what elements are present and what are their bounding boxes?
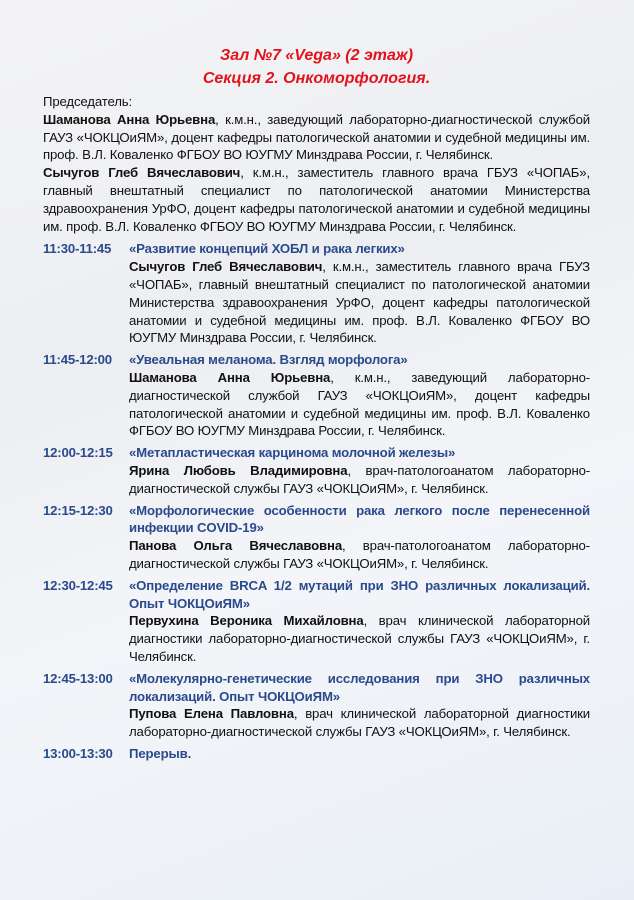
- session-item: [43, 351, 590, 440]
- chair-person: [43, 164, 590, 235]
- speaker-desc: , к.м.н., заведующий лабораторно-диагностической службой ГАУЗ «ЧОКЦОиЯМ», доцент кафедры патологической анатомии и судебной медицины им. проф. В.Л. Коваленко ФГБОУ ВО ЮУГМУ Минздрава России, г. Челябинск.: [129, 369, 590, 439]
- speaker-desc: , к.м.н., заместитель главного врача ГБУЗ «ЧОПАБ», главный внештатный специалист по патологической анатомии Министерства здравоохранения УрФО, доцент кафедры патологической анатомии и судебной медицины им. проф. В.Л. Коваленко ФГБОУ ВО ЮУГМУ Минздрава России, г. Челябинск.: [129, 259, 590, 346]
- session-time: 12:15-12:30: [43, 502, 113, 518]
- speaker-name: Шаманова Анна Юрьевна: [129, 369, 331, 385]
- speaker-desc: , врач клинической лабораторной диагностики лабораторно-диагностической службы ГАУЗ «ЧОКЦОиЯМ», г. Челябинск.: [129, 706, 590, 740]
- hall-title: Зал №7 «Vega» (2 этаж): [219, 47, 414, 64]
- session-item: [43, 670, 590, 741]
- session-item: [43, 240, 590, 347]
- session-topic: «Метапластическая карцинома молочной железы»: [129, 445, 456, 461]
- chair-label: Председатель:: [43, 94, 132, 109]
- break-label: Перерыв.: [129, 745, 192, 761]
- session-topic: «Определение BRCA 1/2 мутаций при ЗНО различных локализаций. Опыт ЧОКЦОиЯМ»: [129, 577, 590, 611]
- chair-name: Шаманова Анна Юрьевна: [43, 111, 216, 127]
- section-title: Секция 2. Онкоморфология.: [202, 70, 431, 87]
- chair-desc: , к.м.н., заведующий лабораторно-диагностической службой ГАУЗ «ЧОКЦОиЯМ», доцент кафедры патологической анатомии и судебной медицины им. проф. В.Л. Коваленко ФГБОУ ВО ЮУГМУ Минздрава России, г. Челябинск.: [43, 111, 590, 163]
- speaker: [129, 612, 590, 665]
- session-time: 13:00-13:30: [43, 745, 113, 761]
- chair-name: Сычугов Глеб Вячеславович: [43, 165, 241, 181]
- session-topic: «Увеальная меланома. Взгляд морфолога»: [129, 352, 408, 368]
- session-item: [43, 502, 590, 573]
- speaker-name: Ярина Любовь Владимировна: [129, 462, 348, 478]
- speaker-name: Панова Ольга Вячеславовна: [129, 538, 343, 554]
- session-time: 12:45-13:00: [43, 670, 113, 686]
- speaker-name: Пупова Елена Павловна: [129, 706, 294, 722]
- session-topic: «Развитие концепций ХОБЛ и рака легких»: [129, 241, 405, 257]
- speaker: [129, 258, 590, 347]
- program-page: [43, 44, 590, 763]
- session-topic: «Молекулярно-генетические исследования при ЗНО различных локализаций. Опыт ЧОКЦОиЯМ»: [129, 670, 590, 704]
- speaker-desc: , врач-патологоанатом лабораторно-диагностической службы ГАУЗ «ЧОКЦОиЯМ», г. Челябинск.: [129, 462, 591, 496]
- speaker: [129, 462, 590, 498]
- session-time: 11:45-12:00: [43, 352, 112, 368]
- session-item: [43, 444, 590, 497]
- chair-person: [43, 111, 590, 164]
- speaker-name: Первухина Вероника Михайловна: [129, 613, 364, 629]
- speaker: [129, 537, 590, 573]
- session-item: [43, 577, 590, 666]
- speaker: [129, 369, 590, 440]
- session-time: 11:30-11:45: [43, 241, 112, 257]
- speaker-desc: , врач-патологоанатом лабораторно-диагностической службы ГАУЗ «ЧОКЦОиЯМ», г. Челябинск.: [129, 538, 590, 571]
- session-topic: «Морфологические особенности рака легкого после перенесенной инфекции COVID-19»: [129, 502, 590, 536]
- chair-desc: , к.м.н., заместитель главного врача ГБУЗ «ЧОПАБ», главный внештатный специалист по патологической анатомии Министерства здравоохранения УрФО, доцент кафедры патологической анатомии и судебной медицины им. проф. В.Л. Коваленко ФГБОУ ВО ЮУГМУ Минздрава России, г. Челябинск.: [43, 165, 590, 234]
- session-time: 12:30-12:45: [43, 577, 113, 593]
- session-break: [43, 745, 590, 763]
- session-time: 12:00-12:15: [43, 445, 113, 461]
- speaker-desc: , врач клинической лабораторной диагностики лабораторно-диагностической службы ГАУЗ «ЧОКЦОиЯМ», г. Челябинск.: [129, 613, 590, 664]
- speaker: [129, 705, 590, 741]
- speaker-name: Сычугов Глеб Вячеславович: [129, 259, 323, 275]
